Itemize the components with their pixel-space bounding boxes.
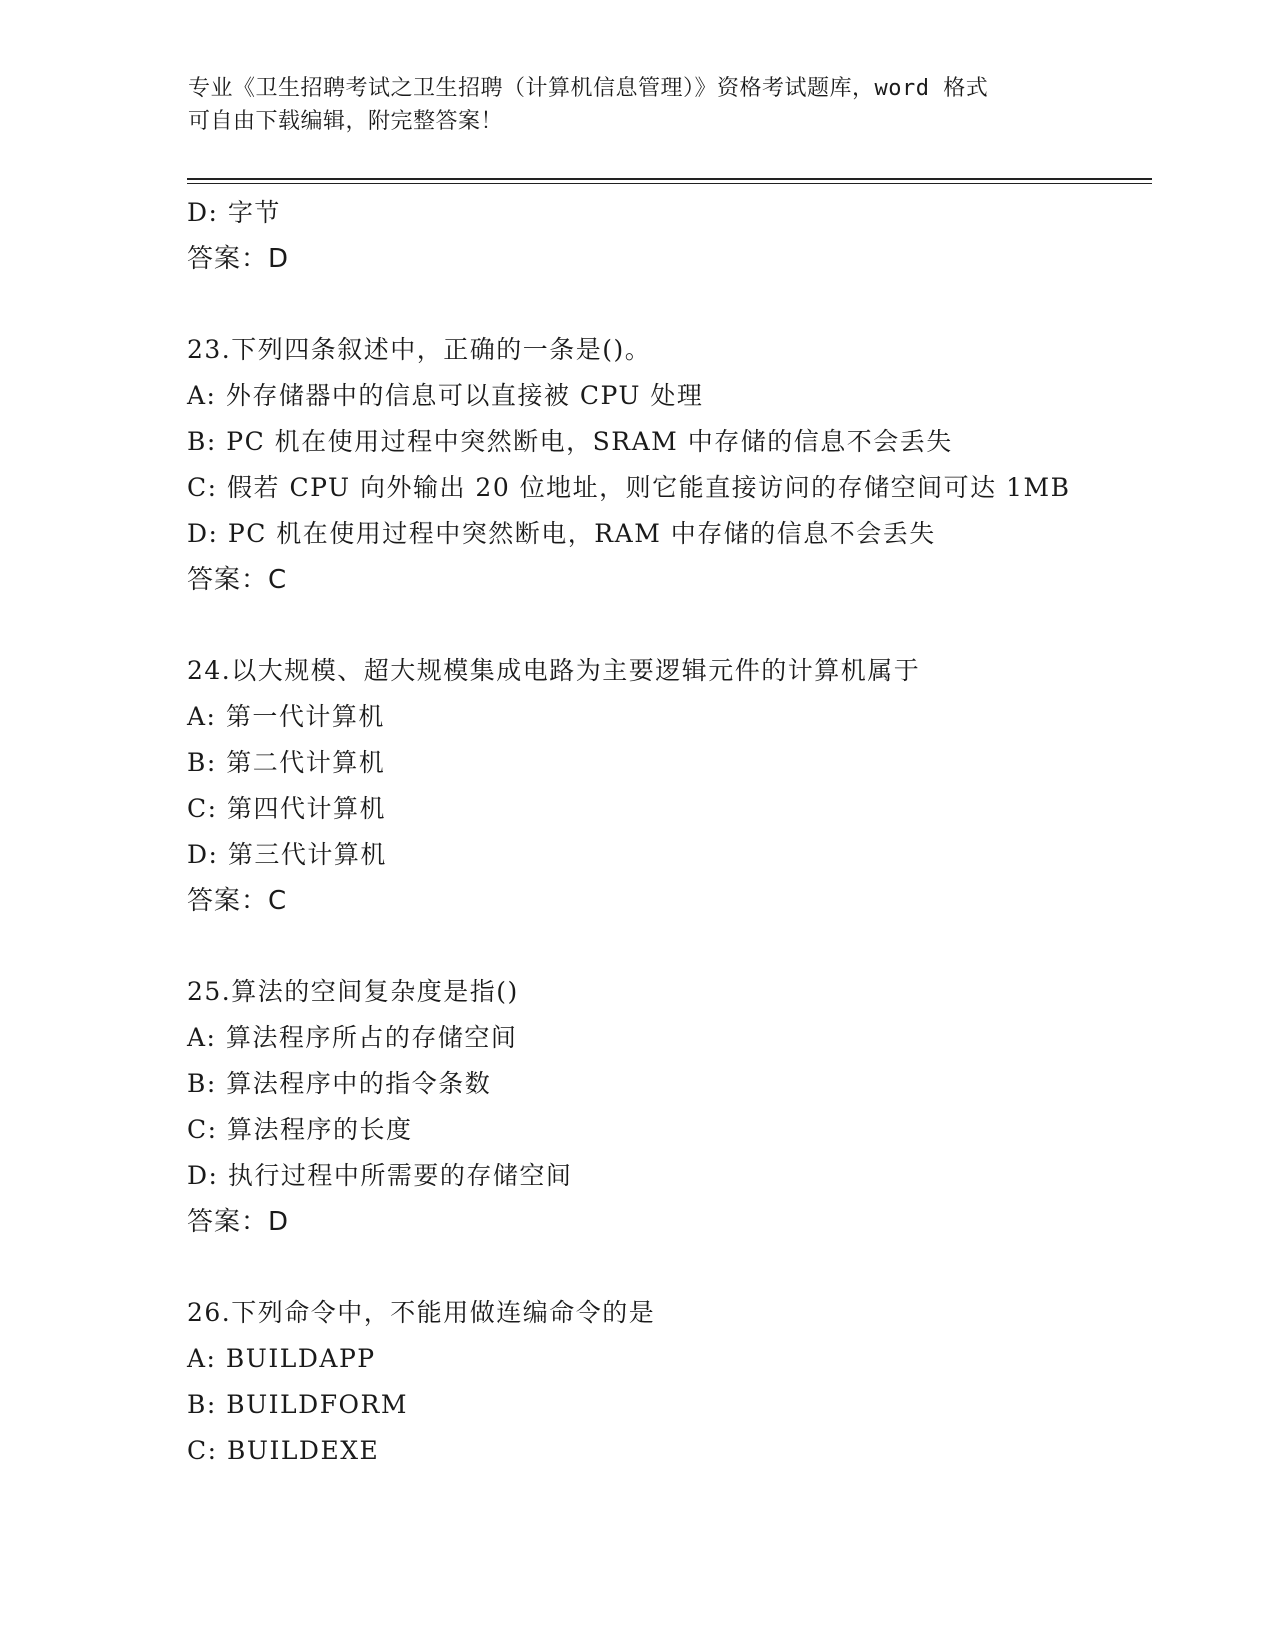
question-24 [187,648,1147,924]
option-b: B: 算法程序中的指令条数 [187,1069,492,1098]
header-divider-thick [187,178,1152,180]
option-d: D: 执行过程中所需要的存储空间 [187,1161,573,1190]
answer: 答案：D [187,1207,290,1237]
header-line-2: 可自由下载编辑，附完整答案！ [188,109,504,134]
answer: 答案：C [187,565,288,595]
option-b: B: 第二代计算机 [187,748,386,777]
option-c: C: BUILDEXE [187,1436,380,1465]
option-a: A: 算法程序所占的存储空间 [187,1023,518,1052]
option-c: C: 第四代计算机 [187,794,386,823]
header-divider-thin [187,183,1152,184]
question-22-tail [187,190,1147,282]
question-23 [187,327,1147,603]
option-d: D: 字节 [187,198,281,227]
question-stem: 25.算法的空间复杂度是指() [187,977,519,1006]
option-d: D: 第三代计算机 [187,840,387,869]
answer: 答案：D [187,244,290,274]
spacer [187,924,1147,969]
question-stem: 24.以大规模、超大规模集成电路为主要逻辑元件的计算机属于 [187,656,921,685]
spacer [187,282,1147,327]
document-header [188,72,1088,138]
option-a: A: 外存储器中的信息可以直接被 CPU 处理 [187,381,704,410]
option-c: C: 假若 CPU 向外输出 20 位地址，则它能直接访问的存储空间可达 1MB [187,473,1071,502]
spacer [187,603,1147,648]
option-a: A: BUILDAPP [187,1344,376,1373]
option-b: B: BUILDFORM [187,1390,408,1419]
option-b: B: PC 机在使用过程中突然断电，SRAM 中存储的信息不会丢失 [187,427,953,456]
question-list [187,190,1147,1474]
option-a: A: 第一代计算机 [187,702,385,731]
question-26 [187,1290,1147,1474]
header-line-1: 专业《卫生招聘考试之卫生招聘（计算机信息管理）》资格考试题库，word 格式 [188,76,989,101]
spacer [187,1245,1147,1290]
answer: 答案：C [187,886,288,916]
option-d: D: PC 机在使用过程中突然断电，RAM 中存储的信息不会丢失 [187,519,936,548]
option-c: C: 算法程序的长度 [187,1115,413,1144]
question-stem: 23.下列四条叙述中，正确的一条是()。 [187,335,652,364]
question-stem: 26.下列命令中，不能用做连编命令的是 [187,1298,656,1327]
question-25 [187,969,1147,1245]
